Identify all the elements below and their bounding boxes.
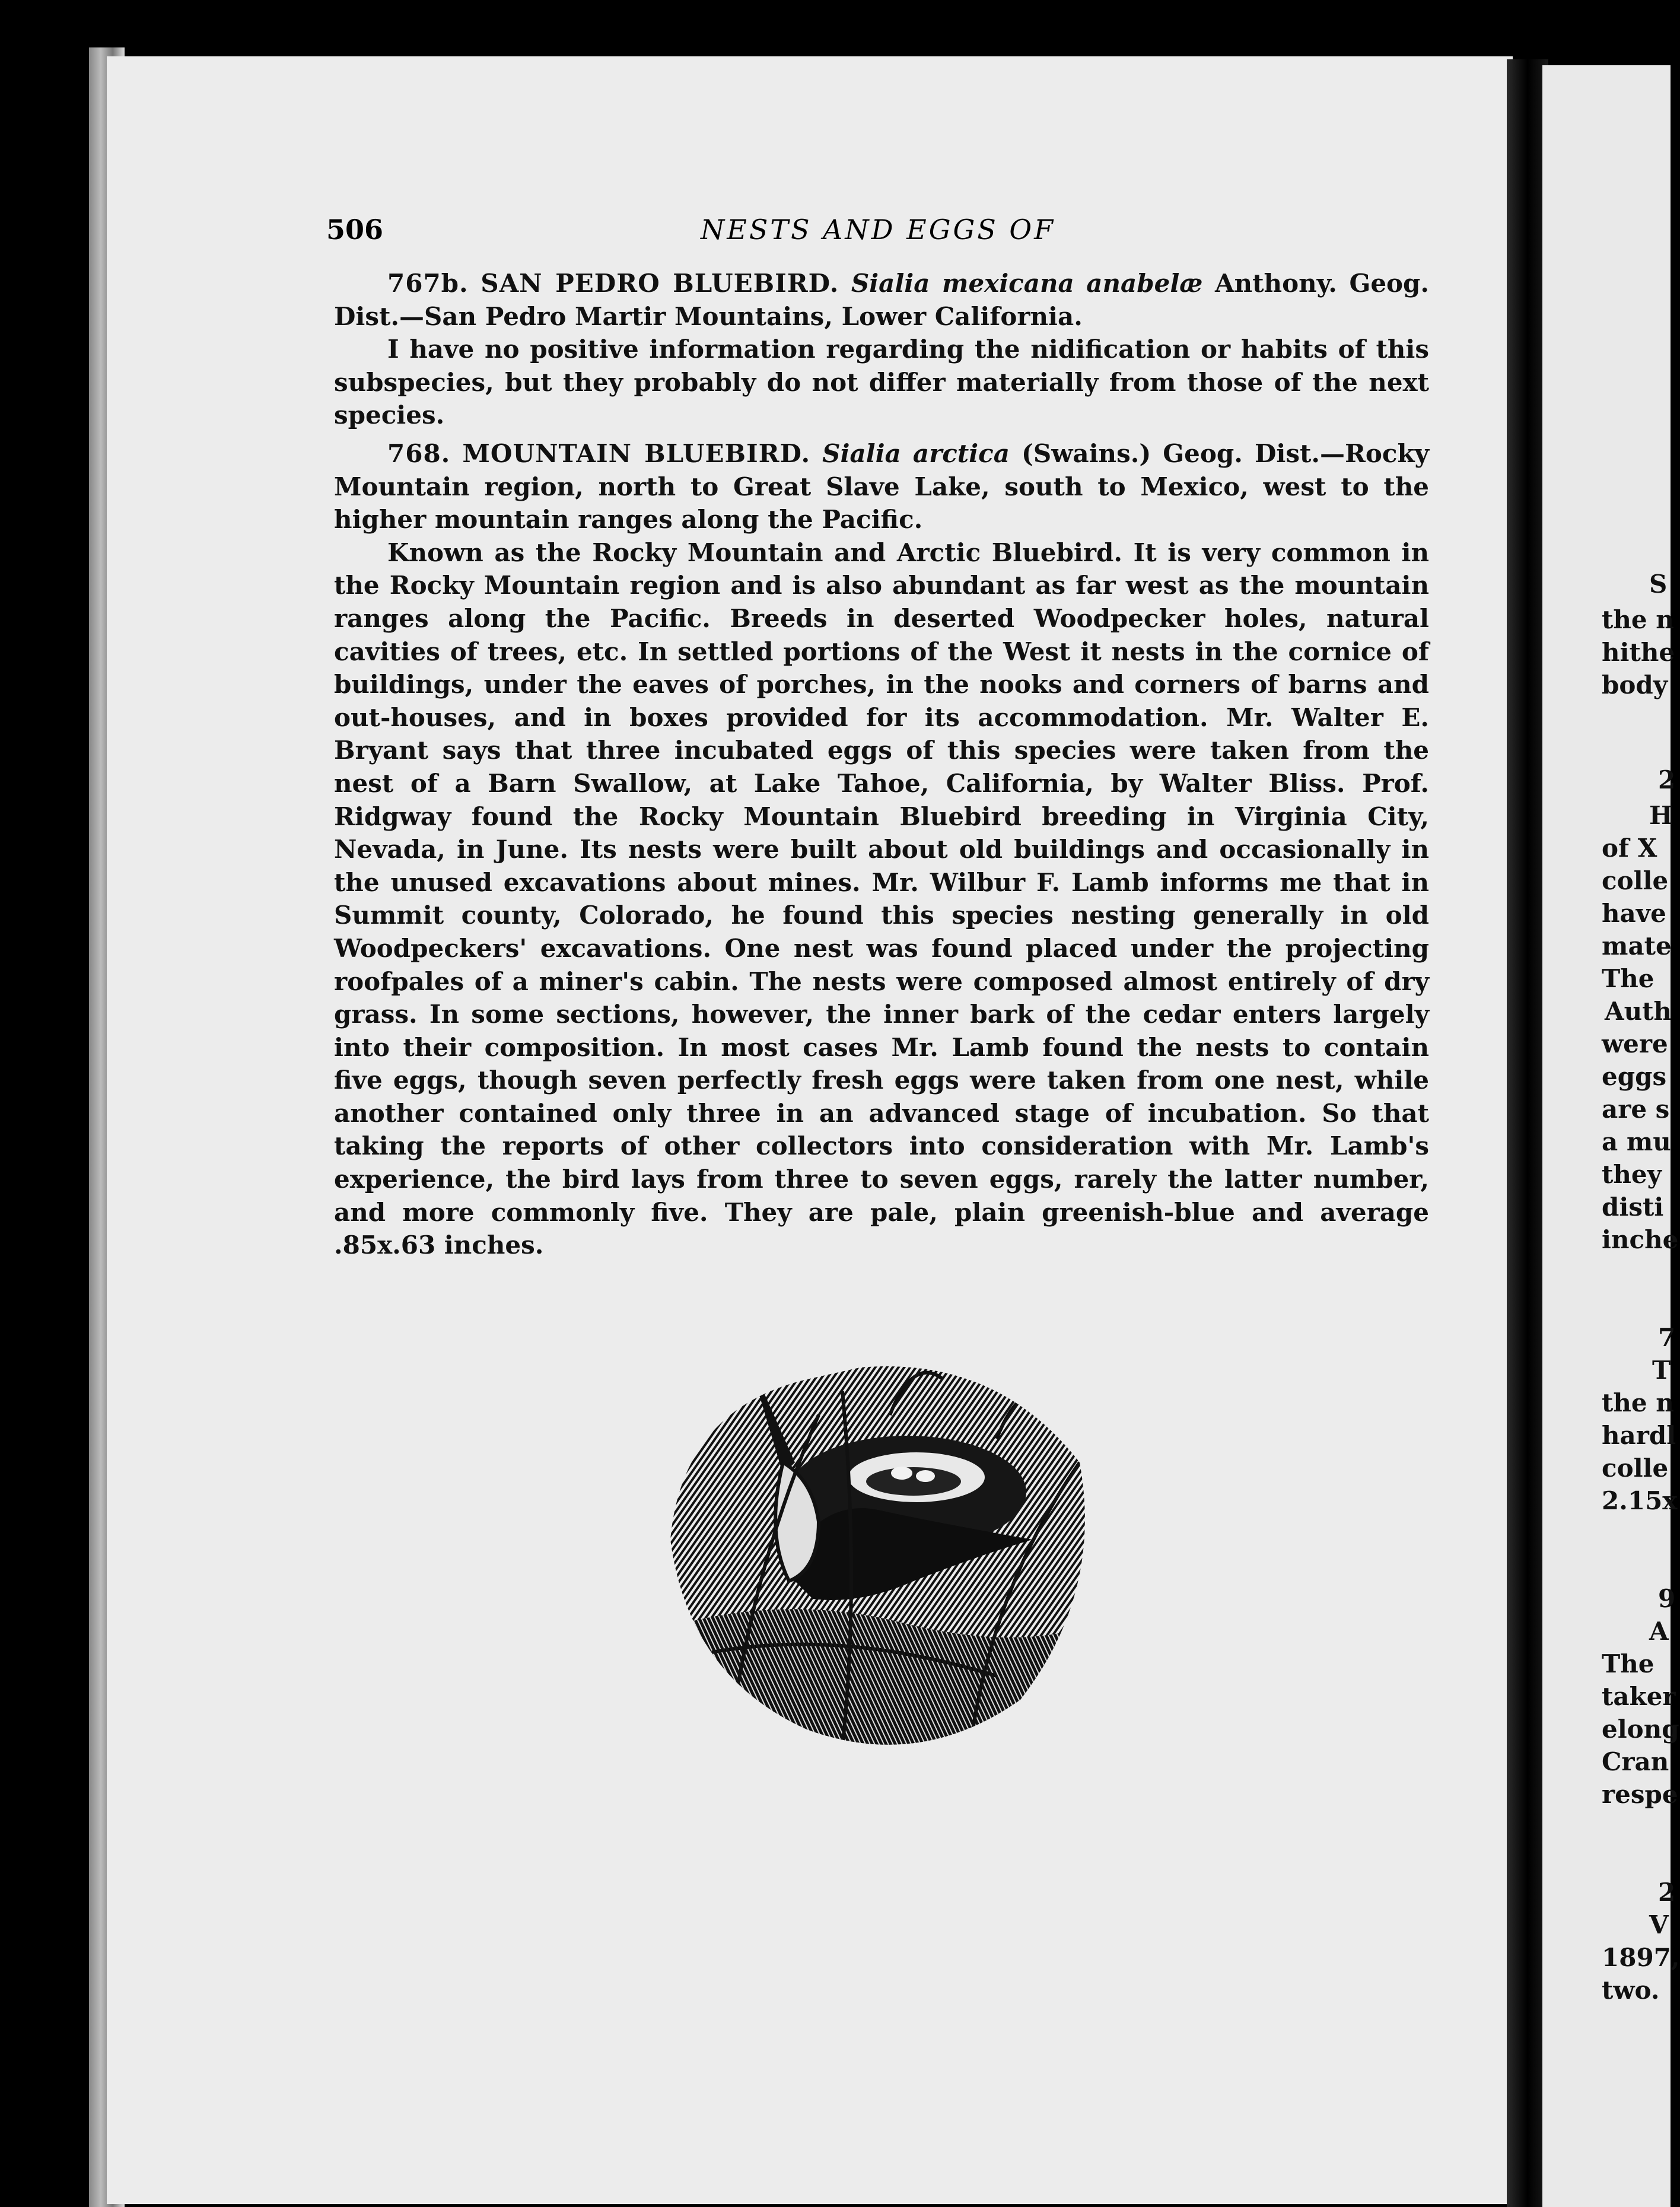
page-header (326, 214, 1430, 255)
authority: (Swains.) (1022, 439, 1151, 468)
right-page-fragment: V (1649, 1910, 1669, 1939)
right-page-fragment: colle (1602, 1454, 1669, 1483)
right-page-fragment: eggs (1602, 1062, 1667, 1091)
right-page-fragment: respe (1602, 1780, 1678, 1809)
right-page-fragment: are s (1602, 1095, 1670, 1124)
entry-768 (334, 437, 1429, 1262)
right-page-fragment: Auth (1605, 997, 1672, 1026)
authority: Anthony. (1215, 269, 1337, 298)
geographic-distribution: Geog. Dist.—San Pedro Martir Mountains, Lower California. (334, 269, 1430, 331)
scientific-name: Sialia arctica (822, 439, 1010, 468)
right-page-fragment: The (1602, 964, 1654, 993)
right-page-fragment: taker (1602, 1682, 1676, 1711)
entry-number: 767b. (387, 269, 469, 298)
right-page-fragment: colle (1602, 866, 1669, 895)
right-page-fragment: 1897, (1602, 1943, 1680, 1972)
entry-body: I have no positive information regarding the nidification or habits of this subspecies, but they probably do not differ materially from those of the next species. (334, 335, 1429, 430)
page-number: 506 (326, 214, 384, 246)
right-page-fragment: 9 (1658, 1584, 1676, 1613)
right-page-fragment: 7 (1658, 1323, 1676, 1352)
scientific-name: Sialia mexicana anabelæ (851, 269, 1203, 298)
right-page-fragment: T (1652, 1356, 1671, 1385)
right-page-fragment: of X (1602, 834, 1657, 863)
running-head: NESTS AND EGGS OF (701, 214, 1055, 246)
right-page-fragment: hardl (1602, 1421, 1676, 1450)
right-page-fragment: A (1649, 1617, 1669, 1646)
common-name: SAN PEDRO BLUEBIRD. (481, 269, 839, 298)
right-page-fragment: mate (1602, 931, 1672, 961)
right-page-fragment: H (1649, 801, 1673, 830)
right-page-fragment: 2 (1658, 765, 1676, 794)
right-page-fragment: were (1602, 1029, 1668, 1058)
right-page-fragment: the n (1602, 605, 1674, 634)
common-name: MOUNTAIN BLUEBIRD. (462, 439, 811, 468)
right-page-fragment: 2 (1658, 1878, 1676, 1907)
right-page-fragment: the n (1602, 1388, 1674, 1417)
right-page-fragment: hithe (1602, 638, 1675, 667)
right-page-fragment: body (1602, 670, 1668, 699)
right-page-fragment: a mu (1602, 1127, 1671, 1156)
right-page-fragment: elong (1602, 1715, 1679, 1744)
geographic-distribution: Geog. Dist.—Rocky Mountain region, north to Great Slave Lake, south to Mexico, west to the higher mountain ranges along the Pacific. (334, 439, 1430, 535)
right-page-fragment: have (1602, 899, 1666, 928)
right-page-fragment: they (1602, 1160, 1662, 1189)
entry-767b (334, 267, 1429, 432)
right-page-fragment: S (1649, 570, 1668, 599)
bird-nest-vignette-illustration (664, 1344, 1097, 1759)
right-page-fragment: inche (1602, 1225, 1679, 1254)
right-page-fragment: 2.15x (1602, 1486, 1678, 1515)
entry-number: 768. (387, 439, 451, 468)
right-page-fragment: two. (1602, 1976, 1660, 2005)
entry-body: Known as the Rocky Mountain and Arctic Bluebird. It is very common in the Rocky Mountain region and is also abundant as far west as the mountain ranges along the Pacific. Breeds in deserted Woodpecker holes, natural cavities of trees, etc. In settled portions of the West it nests in the cornice of buildings, under the eaves of porches, in the nooks and corners of barns and out-houses, and in boxes provided for its accommodation. Mr. Walter E. Bryant says that three incubated eggs of this species were taken from the nest of a Barn Swallow, at Lake Tahoe, California, by Walter Bliss. Prof. Ridgway found the Rocky Mountain Bluebird breeding in Virginia City, Nevada, in June. Its nests were built about old buildings and occasionally in the unused excavations about mines. Mr. Wilbur F. Lamb informs me that in Summit county, Colorado, he found this species nesting generally in old Woodpeckers' excavations. One nest was found placed under the projecting roofpales of a miner's cabin. The nests were composed almost entirely of dry grass. In some sections, however, the inner bark of the cedar enters largely into their composition. In most cases Mr. Lamb found the nests to contain five eggs, though seven perfectly fresh eggs were taken from one nest, while another contained only three in an advanced stage of incubation. So that taking the reports of other collectors into consideration with Mr. Lamb's experience, the bird lays from three to seven eggs, rarely the latter number, and more commonly five. They are pale, plain greenish-blue and average .85x.63 inches. (334, 538, 1429, 1260)
right-page-fragment: Cran (1602, 1747, 1669, 1776)
right-page-fragment: The (1602, 1649, 1654, 1678)
right-page-fragment: disti (1602, 1192, 1664, 1222)
